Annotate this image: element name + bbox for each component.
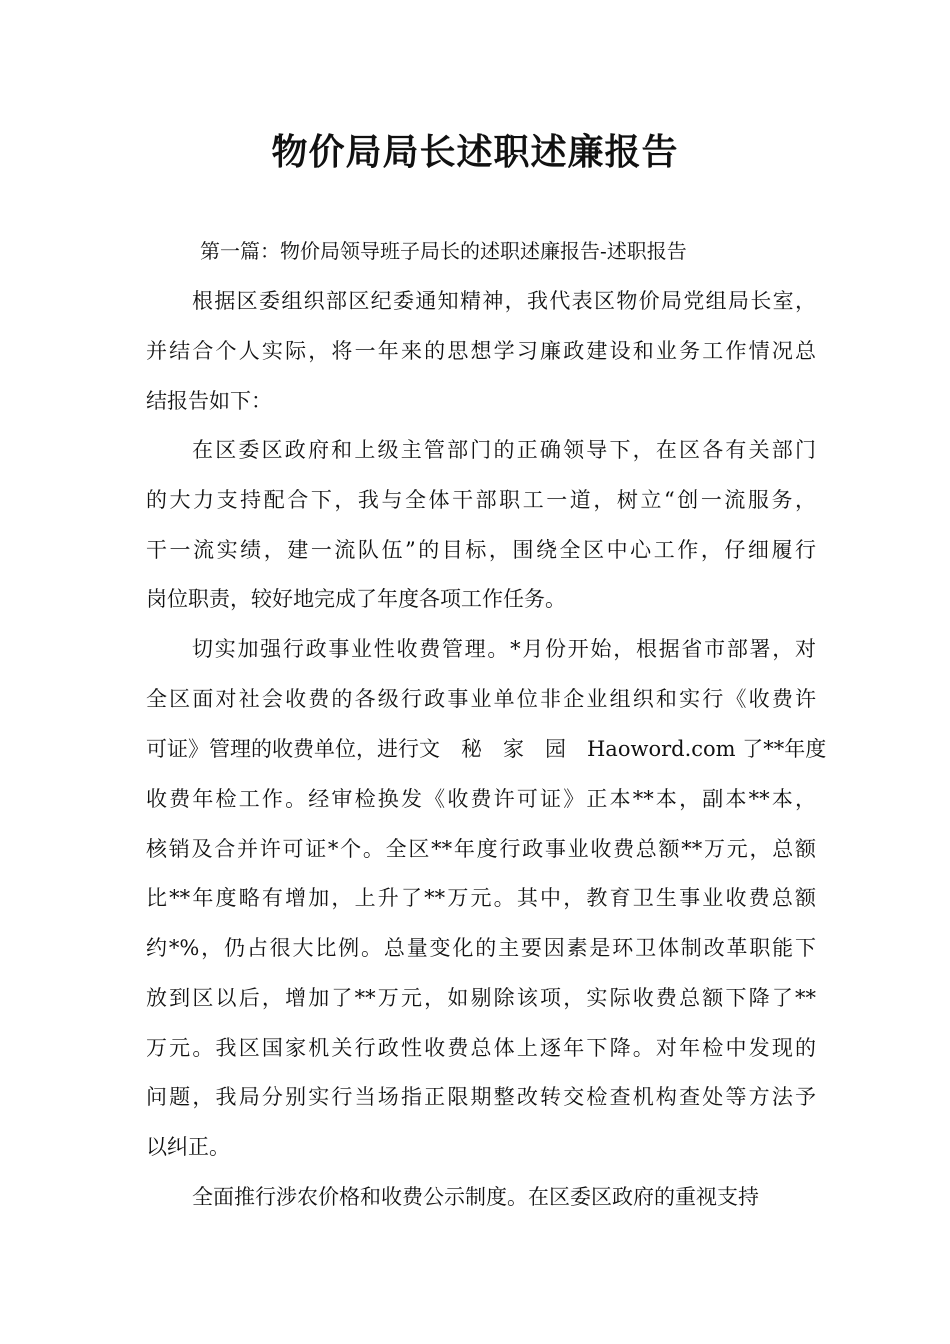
text-line: 问题，我局分别实行当场指正限期整改转交检查机构查处等方法予 [146, 1085, 816, 1109]
text-line: 全区面对社会收费的各级行政事业单位非企业组织和实行《收费许 [146, 687, 816, 711]
text-line: 约*%，仍占很大比例。总量变化的主要因素是环卫体制改革职能下 [146, 936, 816, 960]
text-line: 全面推行涉农价格和收费公示制度。在区委区政府的重视支持 [192, 1185, 759, 1209]
text-line: 切实加强行政事业性收费管理。*月份开始，根据省市部署，对 [192, 637, 816, 661]
text-line: 放到区以后，增加了**万元，如剔除该项，实际收费总额下降了** [146, 986, 816, 1010]
text-line: 结报告如下： [146, 389, 272, 413]
text-line: 万元。我区国家机关行政性收费总体上逐年下降。对年检中发现的 [146, 1036, 816, 1060]
text-line: 并结合个人实际，将一年来的思想学习廉政建设和业务工作情况总 [146, 339, 816, 363]
text-line: 在区委区政府和上级主管部门的正确领导下，在区各有关部门 [192, 438, 816, 462]
text-line: 干一流实绩，建一流队伍”的目标，围绕全区中心工作，仔细履行 [146, 538, 816, 562]
text-line: 岗位职责，较好地完成了年度各项工作任务。 [146, 587, 566, 611]
text-line: 收费年检工作。经审检换发《收费许可证》正本**本，副本**本， [146, 787, 816, 811]
text-line: 可证》管理的收费单位，进行文 秘 家 园 Haoword.com 了**年度 [146, 737, 827, 761]
text-line: 比**年度略有增加，上升了**万元。其中，教育卫生事业收费总额 [146, 886, 816, 910]
document-subtitle: 第一篇：物价局领导班子局长的述职述廉报告-述职报告 [200, 239, 687, 263]
text-line: 根据区委组织部区纪委通知精神，我代表区物价局党组局长室， [192, 289, 816, 313]
text-line: 核销及合并许可证*个。全区**年度行政事业收费总额**万元，总额 [146, 837, 816, 861]
text-line: 的大力支持配合下，我与全体干部职工一道，树立“创一流服务， [146, 488, 816, 512]
document-title: 物价局局长述职述廉报告 [271, 132, 679, 173]
text-line: 以纠正。 [146, 1135, 230, 1159]
